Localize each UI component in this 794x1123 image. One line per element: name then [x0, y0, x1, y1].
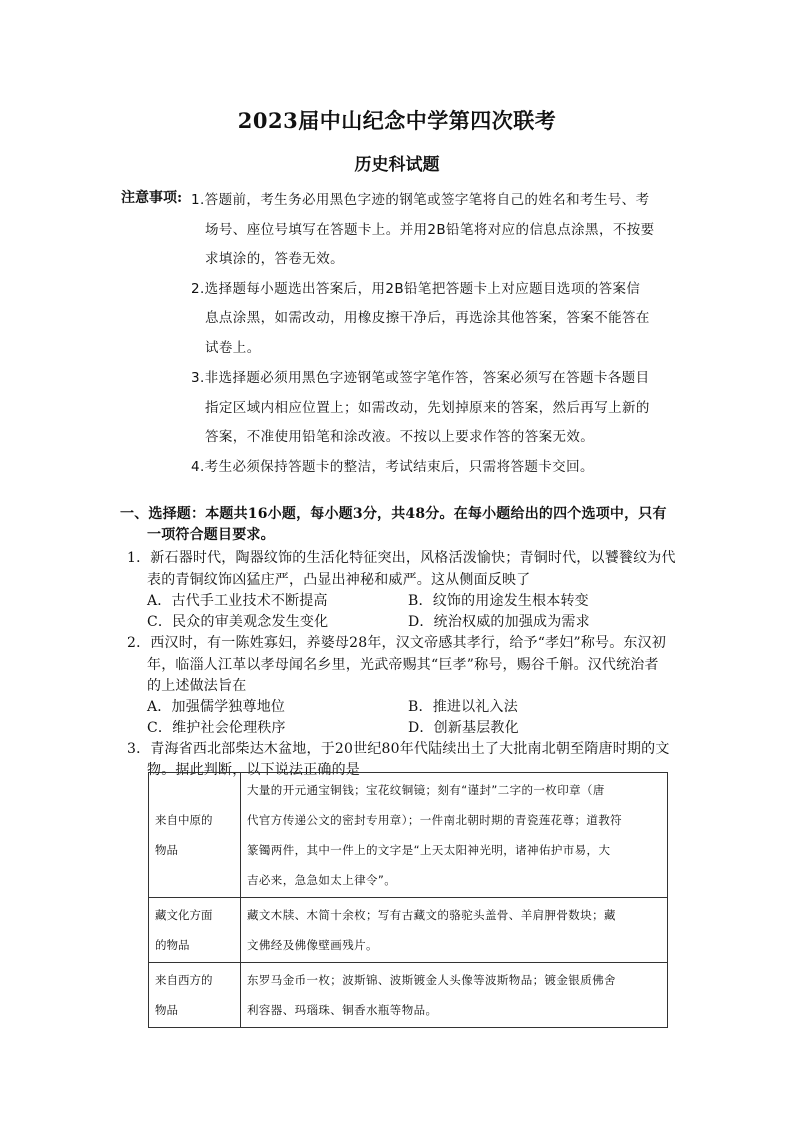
- row-label: [149, 963, 241, 1028]
- question-stem: 2．西汉时，有一陈姓寡妇，养婆母28年，汉文帝感其孝行，给予“孝妇”称号。东汉初: [127, 635, 667, 651]
- row-content: [241, 963, 668, 1028]
- section-heading: 一项符合题目要求。: [147, 527, 275, 543]
- row-label: [149, 773, 241, 898]
- artifact-table: [148, 772, 668, 1028]
- exam-subtitle: 历史科试题: [354, 155, 440, 175]
- option-d: D．创新基层教化: [408, 720, 519, 736]
- label-line: 的物品: [155, 938, 190, 952]
- content-line: 利容器、玛瑙珠、铜香水瓶等物品。: [247, 1003, 438, 1017]
- option-b: B．纹饰的用途发生根本转变: [408, 593, 589, 609]
- notice-label: 注意事项:: [121, 190, 183, 206]
- table-row: [149, 963, 668, 1028]
- option-c: C．民众的审美观念发生变化: [147, 614, 329, 630]
- question-stem: 1．新石器时代，陶器纹饰的生活化特征突出，风格活泼愉快；青铜时代，以饕餮纹为代: [127, 550, 676, 566]
- question-stem: 的上述做法旨在: [147, 678, 247, 694]
- notice-line: 4.考生必须保持答题卡的整洁，考试结束后，只需将答题卡交回。: [191, 459, 594, 475]
- question-stem: 3．青海省西北部柴达木盆地，于20世纪80年代陆续出土了大批南北朝至隋唐时期的文: [127, 741, 670, 757]
- label-line: 藏文化方面: [155, 908, 213, 922]
- notice-line: 答案，不准使用铅笔和涂改液。不按以上要求作答的答案无效。: [205, 429, 595, 445]
- content-line: 文佛经及佛像壁画残片。: [247, 938, 378, 952]
- label-line: 物品: [155, 1003, 178, 1017]
- notice-line: 场号、座位号填写在答题卡上。并用2B铅笔将对应的信息点涂黑，不按要: [205, 222, 655, 238]
- content-line: 篆镯两件，其中一件上的文字是“上天太阳神光明，诸神佑护市易，大: [247, 843, 611, 857]
- option-a: A．加强儒学独尊地位: [147, 699, 286, 715]
- label-line: 物品: [155, 843, 178, 857]
- section-heading: 一、选择题：本题共16小题，每小题3分，共48分。在每小题给出的四个选项中，只有: [120, 506, 667, 522]
- notice-line: 指定区域内相应位置上；如需改动，先划掉原来的答案，然后再写上新的: [205, 400, 650, 416]
- option-d: D．统治权威的加强成为需求: [408, 614, 590, 630]
- question-stem: 表的青铜纹饰凶猛庄严，凸显出神秘和威严。这从侧面反映了: [147, 572, 531, 588]
- table-row: [149, 898, 668, 963]
- notice-line: 息点涂黑，如需改动，用橡皮擦干净后，再选涂其他答案，答案不能答在: [205, 310, 650, 326]
- notice-line: 3.非选择题必须用黑色字迹钢笔或签字笔作答，答案必须写在答题卡各题目: [191, 370, 650, 386]
- table-row: [149, 773, 668, 898]
- content-line: 大量的开元通宝铜钱；宝花纹铜镜；刻有“谨封”二字的一枚印章（唐: [247, 783, 605, 797]
- content-line: 东罗马金币一枚；波斯锦、波斯镀金人头像等波斯物品；镀金银质佛舍: [247, 973, 616, 987]
- question-stem: 物。据此判断，以下说法正确的是: [147, 762, 360, 778]
- row-content: [241, 773, 668, 898]
- row-content: [241, 898, 668, 963]
- notice-line: 2.选择题每小题选出答案后，用2B铅笔把答题卡上对应题目选项的答案信: [191, 281, 641, 297]
- label-line: 来自中原的: [155, 813, 213, 827]
- notice-line: 试卷上。: [205, 340, 261, 356]
- option-c: C．维护社会伦理秩序: [147, 720, 286, 736]
- content-line: 吉必来，急急如太上律令”。: [247, 873, 397, 887]
- row-label: [149, 898, 241, 963]
- notice-line: 求填涂的，答卷无效。: [205, 251, 344, 267]
- content-line: 代官方传递公文的密封专用章）；一件南北朝时期的青瓷莲花尊；道教符: [247, 813, 623, 827]
- option-a: A．古代手工业技术不断提高: [147, 593, 328, 609]
- option-b: B．推进以礼入法: [408, 699, 518, 715]
- label-line: 来自西方的: [155, 973, 213, 987]
- exam-title: 2023届中山纪念中学第四次联考: [237, 108, 557, 133]
- content-line: 藏文木牍、木简十余枚；写有古藏文的骆驼头盖骨、羊肩胛骨数块；藏: [247, 908, 616, 922]
- notice-line: 1.答题前，考生务必用黑色字迹的钢笔或签字笔将自己的姓名和考生号、考: [191, 192, 650, 208]
- question-stem: 年，临淄人江革以孝母闻名乡里，光武帝赐其“巨孝”称号，赐谷千斛。汉代统治者: [147, 657, 659, 673]
